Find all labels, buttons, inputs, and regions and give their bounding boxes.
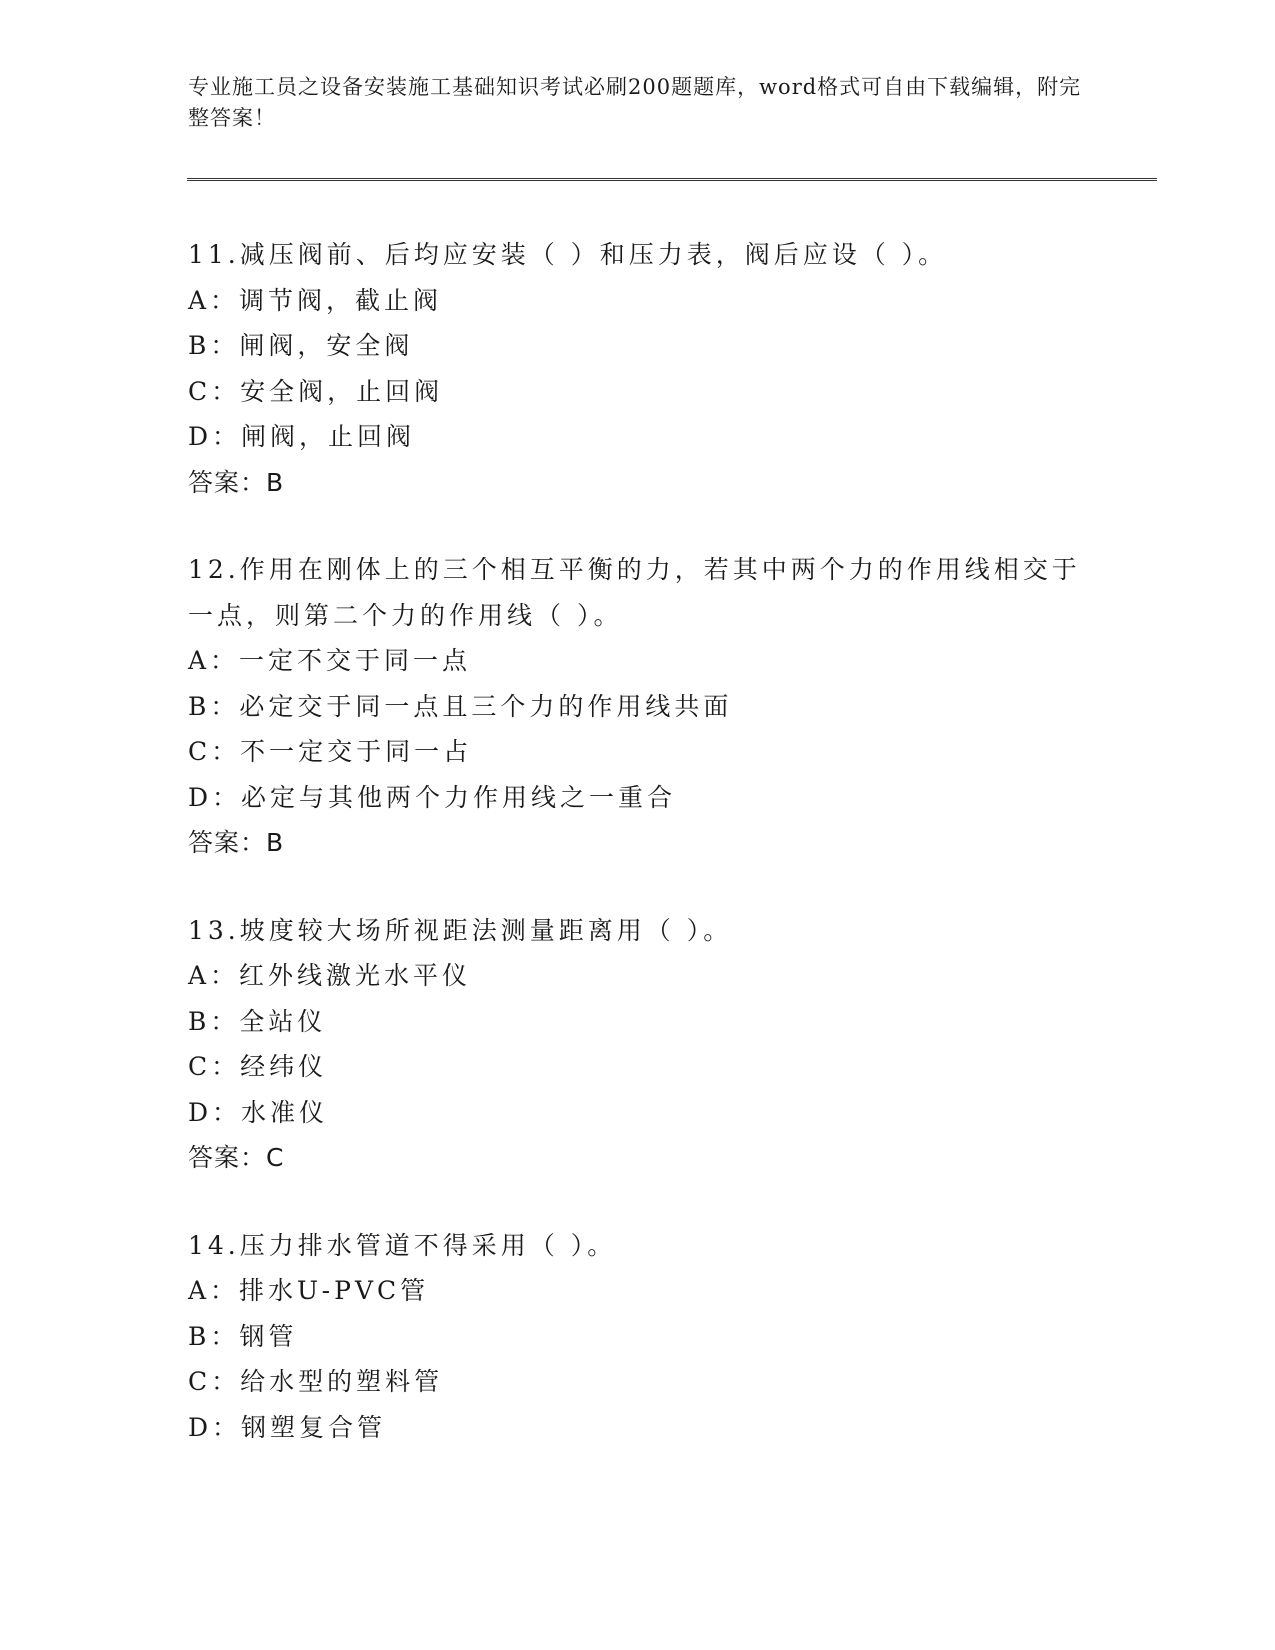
question-item: [188, 232, 1088, 505]
option-b: B：全站仪: [188, 1006, 327, 1036]
answer-text: 答案：C: [188, 1143, 285, 1172]
answer-text: 答案：B: [188, 828, 285, 857]
option-a: A：排水U-PVC管: [188, 1276, 430, 1305]
question-stem: 11.减压阀前、后均应安装（ ）和压力表，阀后应设（ ）。: [188, 240, 948, 269]
option-c: C：给水型的塑料管: [188, 1367, 444, 1396]
option-d: D：水准仪: [188, 1097, 329, 1127]
option-b: B：闸阀，安全阀: [188, 331, 414, 360]
answer-text: 答案：B: [188, 467, 285, 497]
question-list: [188, 232, 1088, 1492]
option-c: C：不一定交于同一占: [188, 737, 473, 766]
document-header: 专业施工员之设备安装施工基础知识考试必刷200题题库，word格式可自由下载编辑，附完整答案！: [188, 75, 1082, 130]
question-stem: 14.压力排水管道不得采用（ ）。: [188, 1230, 617, 1260]
header-divider: [187, 178, 1157, 181]
option-a: A：调节阀，截止阀: [188, 285, 443, 315]
option-b: B：必定交于同一点且三个力的作用线共面: [188, 691, 733, 721]
question-item: [188, 547, 1088, 866]
option-d: D：钢塑复合管: [188, 1412, 387, 1442]
option-c: C：经纬仪: [188, 1052, 328, 1081]
option-a: A：一定不交于同一点: [188, 646, 472, 675]
option-c: C：安全阀，止回阀: [188, 376, 444, 406]
question-item: [188, 1223, 1088, 1451]
option-b: B：钢管: [188, 1321, 298, 1351]
question-item: [188, 908, 1088, 1181]
option-a: A：红外线激光水平仪: [188, 961, 472, 990]
option-d: D：必定与其他两个力作用线之一重合: [188, 782, 677, 812]
option-d: D：闸阀，止回阀: [188, 422, 416, 451]
question-stem: 12.作用在刚体上的三个相互平衡的力，若其中两个力的作用线相交于一点，则第二个力的作用线（ ）。: [188, 555, 1081, 630]
question-stem: 13.坡度较大场所视距法测量距离用（ ）。: [188, 915, 733, 945]
